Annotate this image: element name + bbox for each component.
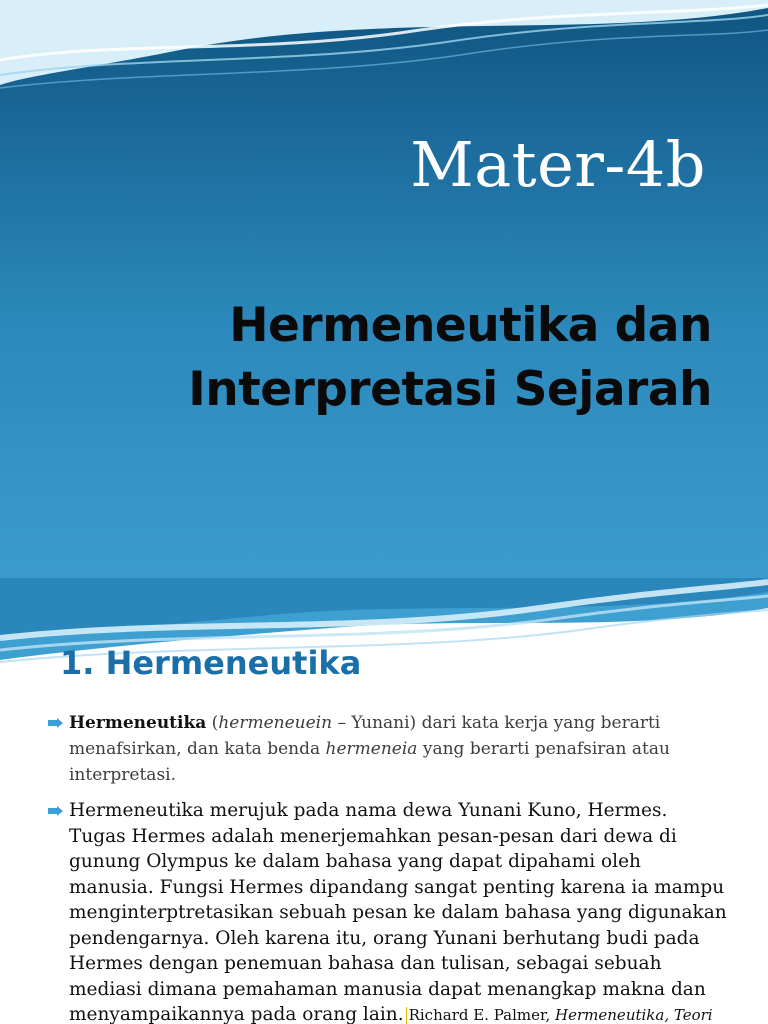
bullet2-text: Hermeneutika merujuk pada nama dewa Yunani Kuno, Hermes. Tugas Hermes adalah menerjemahkan pesan-pesan dari dewa di gunung Olympus ke dalam bahasa yang dapat dipahami oleh manusia. Fungsi Hermes dipandang sangat penting karena ia mampu menginterptretasikan sebuah pesan ke dalam bahasa yang digunakan pendengarnya. Oleh karena itu, orang Yunani berhutang budi pada Hermes dengan penemuan bahasa dan tulisan, sebagai sebuah mediasi dimana pemahaman manusia dapat menangkap makna dan menyampaikannya pada orang lain.: [69, 800, 727, 1024]
term-greek: hermeneuein: [218, 713, 333, 733]
term-hermeneutika: Hermeneutika: [69, 713, 207, 733]
term-noun: hermeneia: [325, 739, 418, 759]
content-slide: [0, 578, 768, 1024]
slide-subtitle: [188, 294, 712, 422]
subtitle-line-1: Hermeneutika dan: [229, 298, 712, 353]
reference-author: Richard E. Palmer,: [408, 1006, 556, 1024]
bullet-list: [48, 710, 728, 1024]
list-item: [48, 710, 728, 788]
slide-title: Mater-4b: [410, 128, 706, 201]
bullet-arrow-icon: [48, 718, 63, 728]
list-item: [48, 798, 728, 1024]
bullet1-text-a: (: [206, 713, 219, 733]
section-heading: 1. Hermeneutika: [60, 644, 362, 682]
text-cursor: [406, 1007, 407, 1024]
bullet1-text-c: yang berarti penafsiran atau interpretasi.: [69, 739, 670, 785]
bullet-arrow-icon: [48, 806, 63, 816]
reference-title: Hermeneutika, Teori: [555, 1006, 713, 1024]
subtitle-line-2: Interpretasi Sejarah: [188, 362, 712, 417]
bullet1-text-b: – Yunani) dari kata kerja yang berarti menafsirkan, dan kata benda: [69, 713, 661, 759]
header-wave-decoration: [0, 0, 768, 120]
